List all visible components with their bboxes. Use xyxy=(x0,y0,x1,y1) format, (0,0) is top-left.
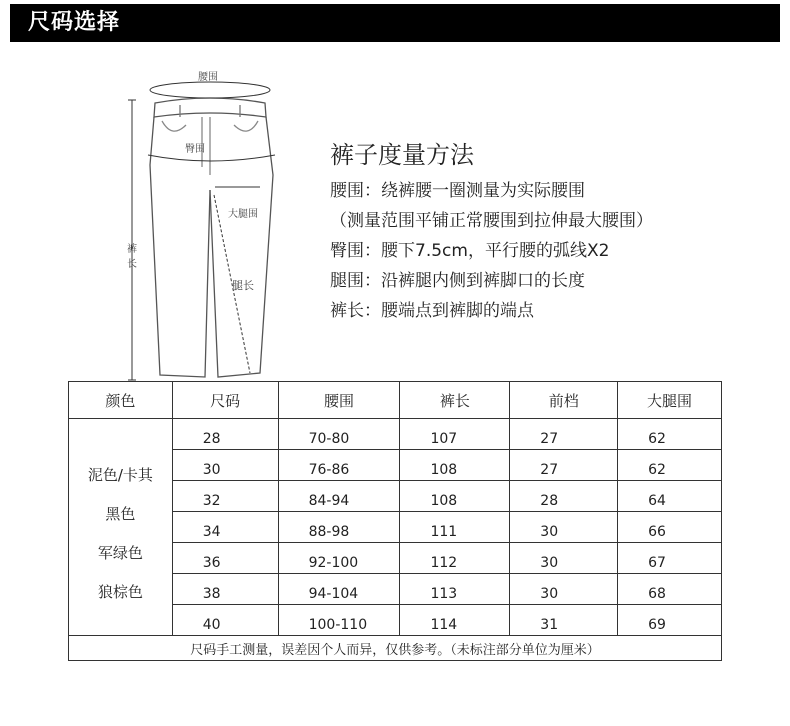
header-front-rise: 前档 xyxy=(510,382,618,419)
cell-length: 108 xyxy=(400,450,510,481)
color-army-green: 军绿色 xyxy=(97,544,143,562)
cell-size: 38 xyxy=(172,574,278,605)
pants-illustration xyxy=(110,55,310,390)
left-pocket xyxy=(162,121,186,131)
color-black: 黑色 xyxy=(105,505,136,523)
method-title: 裤子度量方法 xyxy=(330,141,474,169)
cell-front-rise: 30 xyxy=(510,543,618,574)
cell-waist: 100-110 xyxy=(278,605,400,636)
cell-size: 30 xyxy=(172,450,278,481)
cell-length: 107 xyxy=(400,419,510,450)
cell-front-rise: 30 xyxy=(510,574,618,605)
inseam-label: 腿长 xyxy=(232,279,254,292)
method-line-waist-range: （测量范围平铺正常腰围到拉伸最大腰围） xyxy=(330,211,653,231)
waistband-outline xyxy=(154,98,266,117)
pants-measurement-diagram xyxy=(110,55,310,390)
cell-length: 113 xyxy=(400,574,510,605)
cell-size: 28 xyxy=(172,419,278,450)
color-khaki: 泥色/卡其 xyxy=(87,466,153,484)
cell-length: 108 xyxy=(400,481,510,512)
waist-measure-line xyxy=(150,82,270,98)
color-wolf-brown: 狼棕色 xyxy=(97,583,143,601)
cell-thigh: 64 xyxy=(618,481,722,512)
cell-size: 32 xyxy=(172,481,278,512)
cell-length: 114 xyxy=(400,605,510,636)
cell-thigh: 62 xyxy=(618,450,722,481)
method-line-leg: 腿围：沿裤腿内侧到裤脚口的长度 xyxy=(330,271,585,291)
page-title: 尺码选择 xyxy=(28,10,121,35)
hip-measure-line xyxy=(148,155,275,161)
header-bar xyxy=(10,4,780,42)
cell-thigh: 62 xyxy=(618,419,722,450)
length-label-top: 裤 xyxy=(127,244,137,255)
cell-front-rise: 27 xyxy=(510,450,618,481)
cell-front-rise: 28 xyxy=(510,481,618,512)
header-color: 颜色 xyxy=(69,382,173,419)
size-table xyxy=(68,381,722,661)
cell-front-rise: 27 xyxy=(510,419,618,450)
cell-waist: 88-98 xyxy=(278,512,400,543)
cell-waist: 94-104 xyxy=(278,574,400,605)
measurement-method xyxy=(330,135,770,326)
table-row xyxy=(69,419,722,450)
cell-thigh: 67 xyxy=(618,543,722,574)
color-list-cell xyxy=(69,419,173,636)
measurement-note: 尺码手工测量，误差因个人而异，仅供参考。（未标注部分单位为厘米） xyxy=(69,636,722,661)
table-note-row xyxy=(69,636,722,661)
cell-thigh: 69 xyxy=(618,605,722,636)
cell-thigh: 68 xyxy=(618,574,722,605)
header-length: 裤长 xyxy=(400,382,510,419)
method-line-waist: 腰围：绕裤腰一圈测量为实际腰围 xyxy=(330,181,585,201)
table-header-row xyxy=(69,382,722,419)
header-waist: 腰围 xyxy=(278,382,400,419)
cell-length: 111 xyxy=(400,512,510,543)
cell-size: 36 xyxy=(172,543,278,574)
thigh-label: 大腿围 xyxy=(228,209,258,220)
hip-label: 臀围 xyxy=(185,144,205,155)
method-line-length: 裤长：腰端点到裤脚的端点 xyxy=(330,301,534,321)
cell-waist: 92-100 xyxy=(278,543,400,574)
cell-size: 40 xyxy=(172,605,278,636)
cell-waist: 70-80 xyxy=(278,419,400,450)
right-pocket xyxy=(234,121,258,131)
left-leg-outline xyxy=(150,117,210,377)
cell-size: 34 xyxy=(172,512,278,543)
header-thigh: 大腿围 xyxy=(618,382,722,419)
cell-front-rise: 30 xyxy=(510,512,618,543)
waist-label: 腰围 xyxy=(198,72,218,83)
cell-waist: 76-86 xyxy=(278,450,400,481)
header-size: 尺码 xyxy=(172,382,278,419)
cell-thigh: 66 xyxy=(618,512,722,543)
cell-waist: 84-94 xyxy=(278,481,400,512)
cell-front-rise: 31 xyxy=(510,605,618,636)
cell-length: 112 xyxy=(400,543,510,574)
method-line-hip: 臀围：腰下7.5cm，平行腰的弧线X2 xyxy=(330,241,610,261)
length-label-bottom: 长 xyxy=(127,259,137,270)
right-leg-outline xyxy=(210,117,273,377)
